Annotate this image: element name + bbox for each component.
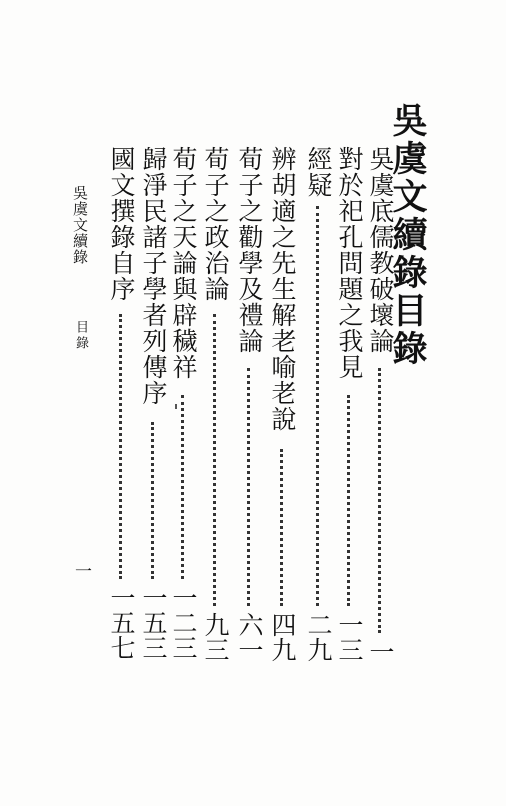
running-head: 吳虞文續錄 [71, 185, 89, 265]
toc-entry [303, 146, 333, 666]
toc-entry-title: 歸淨民諸子學者列傳序 [139, 146, 168, 406]
toc-entry-title: 辨胡適之先生解老喻老說 [268, 146, 297, 432]
toc-leader-dots [316, 206, 319, 606]
toc-entry [168, 146, 198, 666]
toc-entry-title: 吳虞底儒教破壞論 [366, 146, 395, 354]
running-section: 目錄 [73, 320, 88, 352]
toc-entry [334, 146, 364, 666]
toc-leader-dots [213, 314, 216, 606]
toc-title: 吳虞文續錄目錄 [387, 102, 428, 368]
toc-entry-page: 一五三 [139, 585, 168, 660]
toc-entry-page: 一 [366, 639, 395, 664]
toc-entry-page: 四九 [268, 612, 297, 662]
toc-leader-dots [347, 395, 350, 606]
toc-entry [267, 146, 297, 666]
toc-entry-title: 經疑 [304, 146, 333, 198]
toc-entry-title: 對於祀孔問題之我見 [335, 146, 364, 380]
toc-entry-page: 二九 [304, 612, 333, 662]
toc-entry [106, 146, 136, 666]
page-folio: 一 [71, 562, 91, 579]
toc-entry-page: 一二三 [169, 585, 198, 660]
toc-entry-page: 一五七 [107, 585, 136, 660]
toc-entry-page: 九三 [201, 612, 230, 662]
toc-leader-dots [378, 368, 381, 633]
toc-entry [234, 146, 264, 666]
toc-entry-title: 荀子之政治論 [201, 146, 230, 302]
toc-entry-title: 荀子之天論與辟穢祥 [169, 146, 198, 380]
toc-leader-dots [119, 314, 122, 579]
toc-entry [200, 146, 230, 666]
toc-entry-page: 六一 [235, 612, 264, 662]
toc-leader-dots [181, 395, 184, 579]
toc-entry-title: 荀子之勸學及禮論 [235, 146, 264, 354]
toc-leader-dots [280, 449, 283, 606]
toc-leader-dots [247, 368, 250, 606]
toc-entry-page: 一三 [335, 612, 364, 662]
toc-entry [365, 146, 395, 666]
toc-leader-dots [151, 422, 154, 579]
toc-entry [138, 146, 168, 666]
toc-entry-title: 國文撰錄自序 [107, 146, 136, 302]
print-speck [175, 404, 177, 409]
